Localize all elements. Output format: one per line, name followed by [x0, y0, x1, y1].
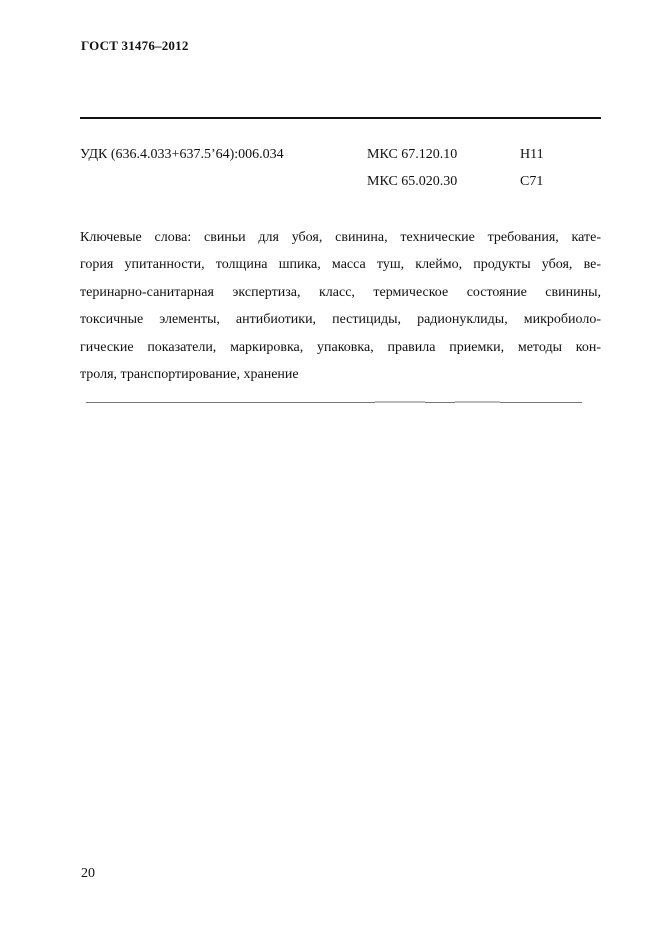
okp-group-1: Н11: [520, 147, 544, 162]
divider-scan-smudge: [375, 401, 425, 403]
keywords-line: гория упитанности, толщина шпика, масса туш, клеймо, продукты убоя, ве-: [80, 257, 601, 273]
standard-code-header: ГОСТ 31476–2012: [81, 38, 189, 53]
keywords-line: Ключевые слова: свиньи для убоя, свинина, технические требования, кате-: [80, 230, 601, 245]
okp-group-2: С71: [520, 174, 544, 189]
keywords-line: троля, транспортирование, хранение: [80, 366, 299, 382]
top-divider-line: [80, 117, 601, 119]
mks-code-1: МКС 67.120.10: [367, 147, 458, 162]
keywords-line: гические показатели, маркировка, упаковка, правила приемки, методы кон-: [80, 339, 601, 355]
udk-code: УДК (636.4.033+637.5’64):006.034: [80, 147, 284, 162]
page-number: 20: [81, 866, 95, 881]
keywords-line: токсичные элементы, антибиотики, пестициды, радионуклиды, микробиоло-: [80, 312, 601, 328]
keywords-line: теринарно-санитарная экспертиза, класс, термическое состояние свинины,: [80, 284, 601, 300]
keywords-paragraph: [80, 224, 601, 388]
bottom-divider-line: [86, 402, 582, 403]
divider-scan-smudge: [455, 401, 500, 403]
mks-code-2: МКС 65.020.30: [367, 174, 458, 189]
